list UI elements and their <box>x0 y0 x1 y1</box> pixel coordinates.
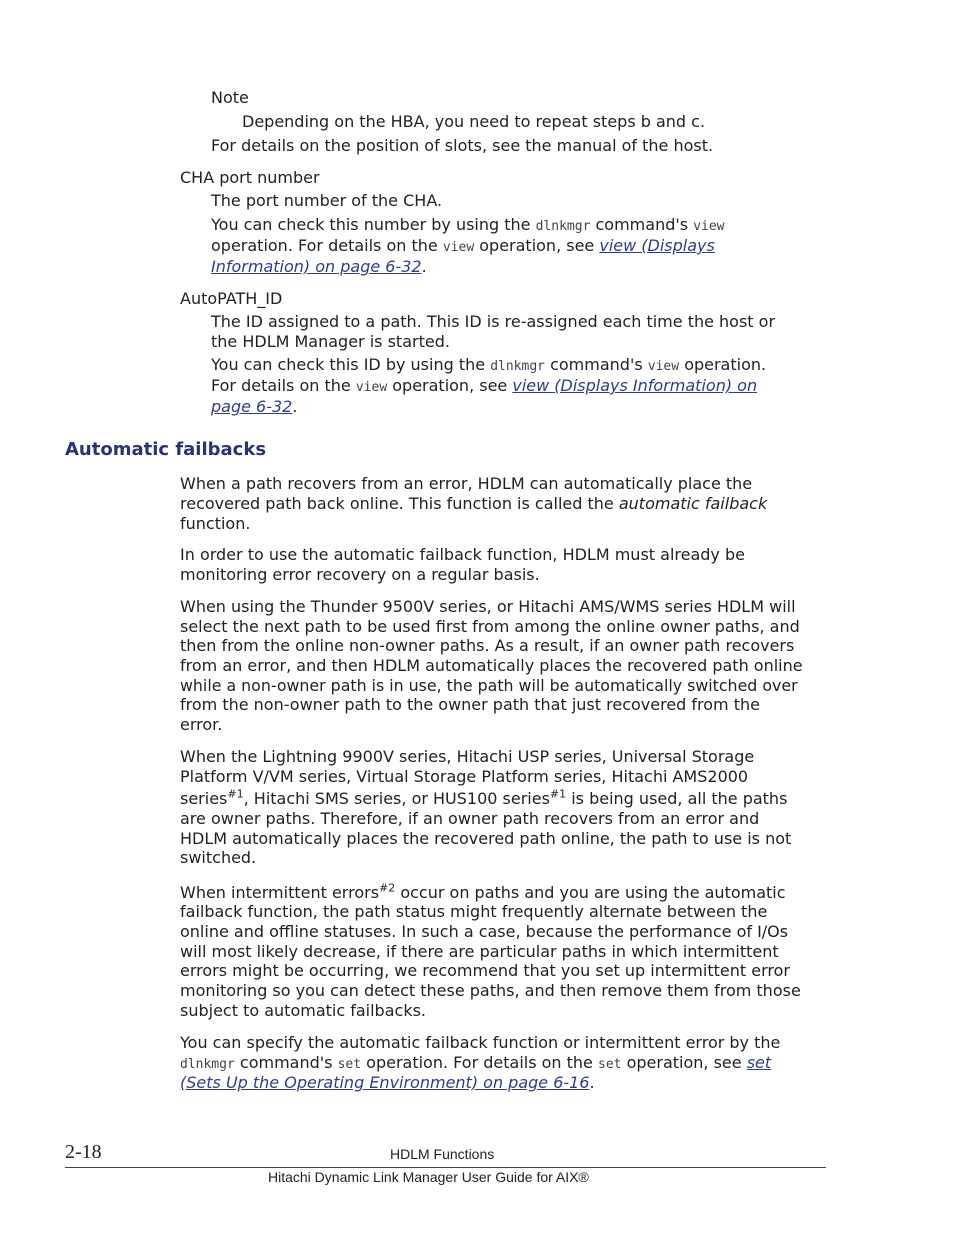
p6-text-b: command's <box>239 1053 333 1072</box>
autopath-view-link[interactable]: view (Displays Information) on <box>512 376 758 395</box>
slots-text: For details on the position of slots, see the manual of the host. <box>211 136 714 155</box>
p1-text-b: recovered path back online. This function is called the <box>180 494 614 513</box>
p3-line: When using the Thunder 9500V series, or Hitachi AMS/WMS series HDLM will <box>180 597 796 616</box>
cha-view-link[interactable]: view (Displays <box>599 236 715 255</box>
cha-check-text-3: operation. For details on the <box>211 236 438 255</box>
p4-line-3 <box>180 789 787 809</box>
p4-line-1: When the Lightning 9900V series, Hitachi USP series, Universal Storage <box>180 747 755 766</box>
p5-line: monitoring so you can detect these paths, and then remove them from those <box>180 981 801 1000</box>
p6-period: . <box>589 1073 595 1092</box>
p4-text-series: series <box>180 789 228 808</box>
cha-check-text-1: You can check this number by using the <box>211 215 531 234</box>
p5-line-1 <box>180 883 786 903</box>
p6-cmd-code: dlnkmgr <box>180 1057 235 1072</box>
cha-check-text-2: command's <box>595 215 689 234</box>
autopath-term: AutoPATH_ID <box>180 289 283 308</box>
autopath-check-text-1: You can check this ID by using the <box>211 355 486 374</box>
p4-footnote-1: #1 <box>227 787 244 801</box>
p3-line: from the non-owner path to the owner path that just recovered from the <box>180 695 760 714</box>
cha-desc: The port number of the CHA. <box>211 191 443 210</box>
p6-set-link[interactable]: set <box>746 1053 772 1072</box>
p6-line-3 <box>180 1073 595 1093</box>
p6-set-link-cont[interactable]: (Sets Up the Operating Environment) on page 6-16 <box>180 1073 590 1092</box>
autopath-view-code: view <box>647 359 680 374</box>
cha-check-text-4: operation, see <box>479 236 595 255</box>
p5-line: online and offline statuses. In such a case, because the performance of I/Os <box>180 922 789 941</box>
note-label: Note <box>211 88 249 107</box>
p3-line: while a non-owner path is in use, the path will be automatically switched over <box>180 676 798 695</box>
p5-text-a: When intermittent errors <box>180 883 380 902</box>
page-number: 2-18 <box>65 1141 102 1163</box>
cha-period: . <box>421 257 427 276</box>
p3-line: then from the online non-owner paths. As a result, if an owner path recovers <box>180 636 795 655</box>
autopath-check-line-2 <box>211 376 757 398</box>
cha-view-link-cont[interactable]: Information) on page 6-32 <box>211 257 422 276</box>
autopath-cmd-code: dlnkmgr <box>490 359 545 374</box>
footer-section-name: HDLM Functions <box>390 1146 495 1162</box>
note-text: Depending on the HBA, you need to repeat steps b and c. <box>242 112 706 131</box>
p5-footnote: #2 <box>379 881 396 895</box>
p5-line: subject to automatic failbacks. <box>180 1001 426 1020</box>
p5-line: errors might be occurring, we recommend that you set up intermittent error <box>180 961 790 980</box>
p6-text-d: operation, see <box>626 1053 742 1072</box>
p4-footnote-2: #1 <box>549 787 567 801</box>
p1-line-2 <box>180 494 767 514</box>
p6-set-code-2: set <box>598 1057 622 1072</box>
autopath-desc-1: The ID assigned to a path. This ID is re-assigned each time the host or <box>211 312 776 331</box>
cha-check-line-3 <box>211 257 427 277</box>
p3-line: error. <box>180 715 223 734</box>
p3-line: from an error, and then HDLM automatically places the recovered path online <box>180 656 803 675</box>
cha-view-code: view <box>693 219 725 234</box>
p6-line-1: You can specify the automatic failback function or intermittent error by the <box>180 1033 781 1052</box>
p1-line-1: When a path recovers from an error, HDLM can automatically place the <box>180 474 753 493</box>
p6-text-c: operation. For details on the <box>366 1053 593 1072</box>
cha-term: CHA port number <box>180 168 320 187</box>
autopath-check-line-3 <box>211 397 297 417</box>
p6-set-code: set <box>337 1057 362 1072</box>
footer-divider <box>65 1167 826 1168</box>
p5-line: will most likely decrease, if there are particular paths in which intermittent <box>180 942 779 961</box>
autopath-check-text-5: operation, see <box>392 376 508 395</box>
autopath-check-text-2: command's <box>550 355 643 374</box>
autopath-check-text-4: For details on the <box>211 376 351 395</box>
p3-line: select the next path to be used first from among the online owner paths, and <box>180 617 800 636</box>
autopath-check-line-1 <box>211 355 766 377</box>
p1-line-3: function. <box>180 514 251 533</box>
p4-line-2: Platform V/VM series, Virtual Storage Platform series, Hitachi AMS2000 <box>180 767 749 786</box>
autopath-desc-2: the HDLM Manager is started. <box>211 332 450 351</box>
p4-text-mid: , Hitachi SMS series, or HUS100 series <box>243 789 550 808</box>
p5-text-b: occur on paths and you are using the automatic <box>395 883 786 902</box>
cha-view-code-2: view <box>442 240 475 255</box>
p2-line-1: In order to use the automatic failback function, HDLM must already be <box>180 545 745 564</box>
p2-line-2: monitoring error recovery on a regular basis. <box>180 565 540 584</box>
p4-line-5: HDLM automatically places the recovered path online, the path to use is not <box>180 829 792 848</box>
p6-line-2 <box>180 1053 771 1075</box>
cha-cmd-code: dlnkmgr <box>535 219 591 234</box>
p4-text-end: is being used, all the paths <box>566 789 788 808</box>
autopath-period: . <box>292 397 298 416</box>
p5-line: failback function, the path status might frequently alternate between the <box>180 902 768 921</box>
cha-check-line-1 <box>211 215 725 237</box>
autopath-view-code-2: view <box>355 380 388 395</box>
footer-book-title: Hitachi Dynamic Link Manager User Guide for AIX® <box>268 1169 589 1185</box>
section-heading: Automatic failbacks <box>65 439 267 460</box>
p4-line-6: switched. <box>180 848 257 867</box>
p4-line-4: are owner paths. Therefore, if an owner path recovers from an error and <box>180 809 760 828</box>
autopath-view-link-cont[interactable]: page 6-32 <box>211 397 293 416</box>
p1-emphasis: automatic failback <box>618 494 768 513</box>
autopath-check-text-3: operation. <box>684 355 767 374</box>
cha-check-line-2 <box>211 236 715 258</box>
